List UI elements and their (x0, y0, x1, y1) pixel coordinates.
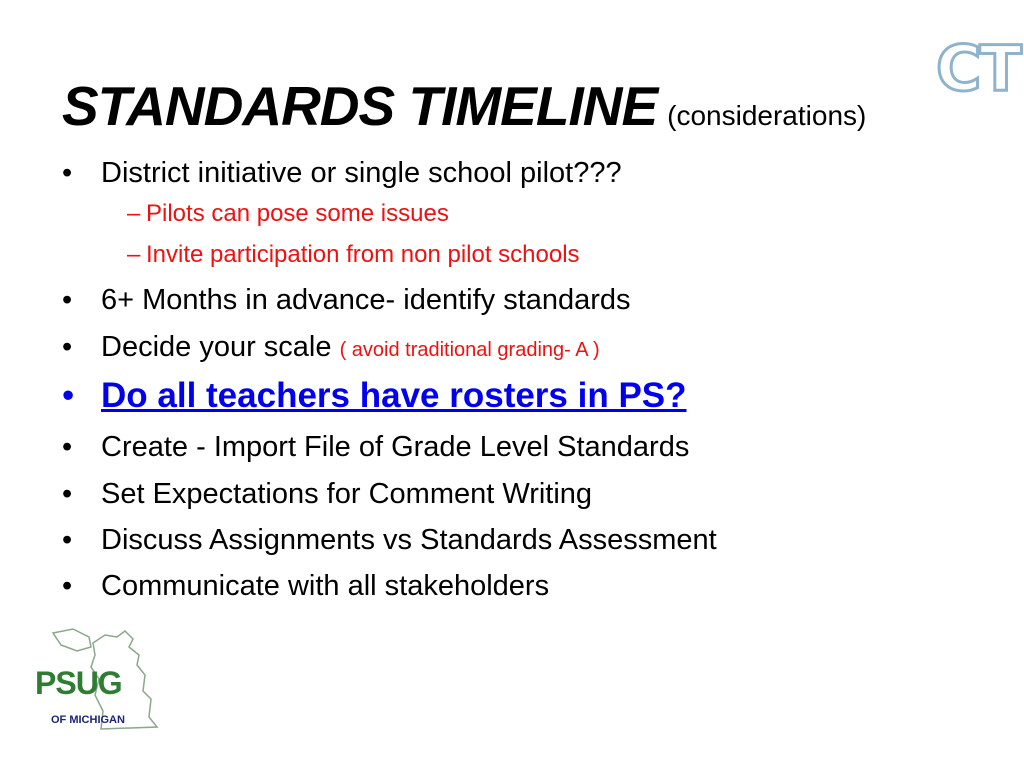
ct-badge: CT (936, 32, 1020, 105)
title-main: STANDARDS TIMELINE (62, 75, 658, 137)
bullet-text-with-note (101, 329, 600, 368)
sub-bullet-text: Invite participation from non pilot schools (146, 241, 580, 268)
bullet-dot-icon: • (62, 570, 73, 602)
bullet-dot-icon: • (62, 331, 73, 363)
bullet-text: 6+ Months in advance- identify standards (101, 284, 631, 316)
bullet-text: Decide your scale (101, 331, 332, 363)
slide-title (62, 74, 866, 138)
logo-tagline (51, 710, 125, 727)
bullet-text: Set Expectations for Comment Writing (101, 478, 593, 510)
logo-name: PSUG (35, 665, 122, 701)
dash-icon: – (127, 241, 141, 268)
bullet-text: Communicate with all stakeholders (101, 570, 550, 602)
bullet-dot-icon: • (62, 284, 73, 316)
sub-bullet-text: Pilots can pose some issues (146, 200, 449, 227)
logo-tagline-text: OF MICHIGAN (51, 714, 125, 726)
dash-icon: – (127, 200, 141, 227)
bullet-dot-icon: • (62, 524, 73, 556)
bullet-dot-icon: • (62, 376, 75, 415)
psug-logo (33, 625, 173, 735)
bullet-text: Create - Import File of Grade Level Standards (101, 431, 690, 463)
bullet-dot-icon: • (62, 157, 73, 189)
title-subtitle: (considerations) (667, 100, 867, 131)
bullet-dot-icon: • (62, 431, 73, 463)
bullet-note: ( avoid traditional grading- A ) (339, 339, 600, 361)
bullet-dot-icon: • (62, 478, 73, 510)
bullet-text: District initiative or single school pilot??? (101, 157, 622, 189)
bullet-text: Discuss Assignments vs Standards Assessment (101, 524, 717, 556)
rosters-link[interactable]: Do all teachers have rosters in PS? (101, 376, 687, 415)
